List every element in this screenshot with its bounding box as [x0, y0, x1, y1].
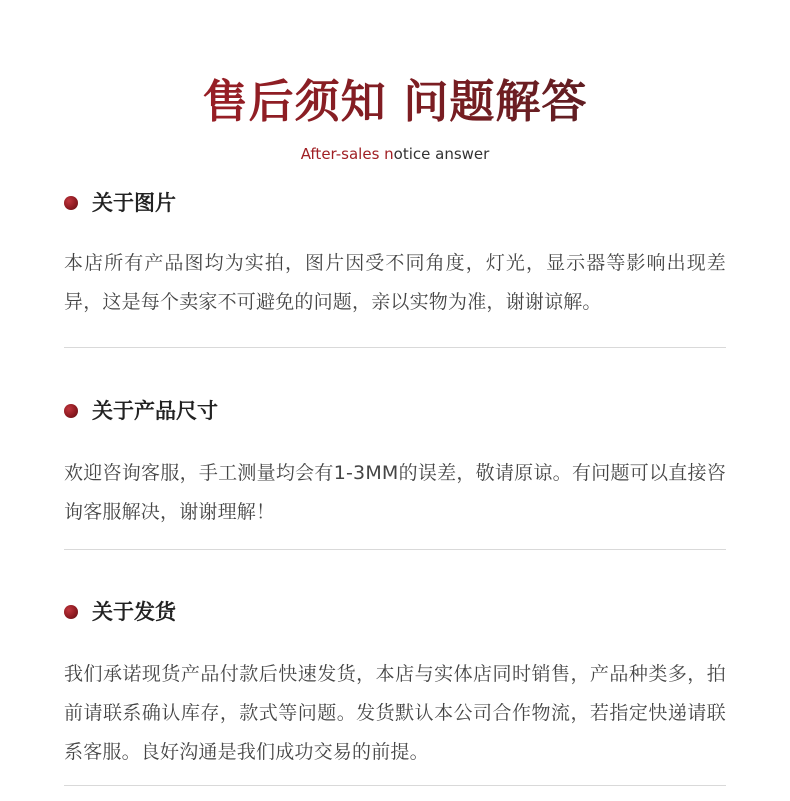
section-body: 我们承诺现货产品付款后快速发货，本店与实体店同时销售，产品种类多，拍前请联系确认库存，款式等问题。发货默认本公司合作物流，若指定快递请联系客服。良好沟通是我们成功交易的前提。 — [64, 663, 726, 763]
section-about-shipping — [64, 597, 726, 772]
section-body: 欢迎咨询客服，手工测量均会有1-3MM的误差，敬请原谅。有问题可以直接咨询客服解决，谢谢理解！ — [64, 462, 726, 523]
section-title: 关于产品尺寸 — [92, 399, 218, 423]
section-header — [64, 396, 726, 426]
section-divider — [64, 347, 726, 348]
bullet-dot-icon — [64, 605, 78, 619]
bullet-dot-icon — [64, 196, 78, 210]
section-header — [64, 188, 726, 218]
section-divider — [64, 785, 726, 786]
section-title: 关于发货 — [92, 600, 176, 624]
section-header — [64, 597, 726, 627]
section-title: 关于图片 — [92, 191, 176, 215]
section-about-size — [64, 396, 726, 532]
section-divider — [64, 549, 726, 550]
section-body: 本店所有产品图均为实拍，图片因受不同角度，灯光，显示器等影响出现差异，这是每个卖家不可避免的问题，亲以实物为准，谢谢谅解。 — [64, 252, 726, 313]
section-about-images — [64, 188, 726, 322]
subtitle-rest-text: otice answer — [393, 145, 490, 163]
bullet-dot-icon — [64, 404, 78, 418]
page-title: 售后须知 问题解答 — [0, 70, 790, 134]
page-subtitle — [0, 143, 790, 165]
subtitle-accent-text: After-sales n — [300, 145, 394, 163]
